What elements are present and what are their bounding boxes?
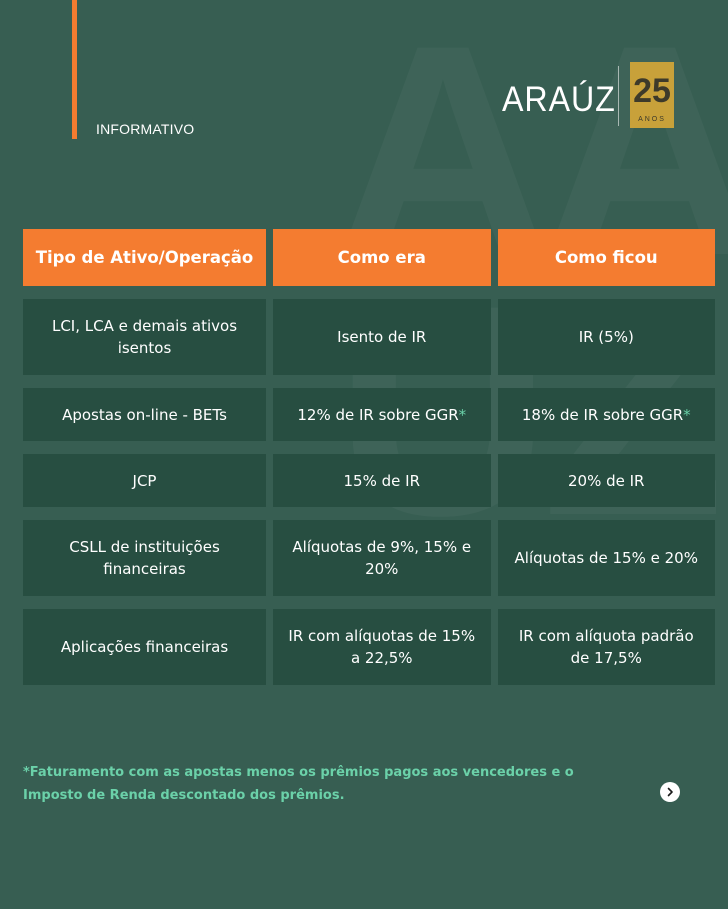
- footnote-marker: *: [458, 405, 467, 424]
- table-header-row: [23, 229, 715, 286]
- cell-ficou-text: Alíquotas de 15% e 20%: [514, 549, 698, 567]
- next-slide-button[interactable]: [660, 782, 680, 802]
- cell-ficou-text: 20% de IR: [568, 471, 645, 490]
- logo-wordmark: ARAÚZ: [502, 80, 616, 119]
- cell-era: [273, 609, 490, 685]
- table-row: [23, 520, 715, 596]
- header-como-ficou: Como ficou: [498, 229, 716, 286]
- arauz-logo: [502, 62, 677, 130]
- cell-ficou-text: IR com alíquota padrão de 17,5%: [518, 627, 694, 667]
- cell-ficou-text: IR (5%): [578, 328, 634, 346]
- cell-era-text: Alíquotas de 9%, 15% e 20%: [292, 538, 472, 578]
- cell-ficou: [498, 388, 716, 441]
- cell-era: [273, 454, 490, 507]
- cell-ficou: [498, 454, 716, 507]
- 25-anos-badge: [630, 62, 674, 128]
- comparison-table: [16, 216, 722, 698]
- cell-tipo: JCP: [23, 454, 266, 507]
- cell-ficou: [498, 609, 716, 685]
- cell-era-text: IR com alíquotas de 15% a 22,5%: [288, 627, 476, 667]
- badge-number: 25: [633, 72, 671, 110]
- table-row: [23, 388, 715, 441]
- cell-era-text: Isento de IR: [337, 328, 427, 346]
- cell-era-text: 15% de IR: [343, 471, 420, 490]
- cell-tipo: Apostas on-line - BETs: [23, 388, 266, 441]
- cell-ficou-text: 18% de IR sobre GGR: [521, 405, 684, 424]
- section-label: INFORMATIVO: [96, 121, 195, 137]
- logo-divider: [618, 66, 619, 126]
- cell-era-text: 12% de IR sobre GGR: [297, 405, 459, 424]
- cell-era: [273, 520, 490, 596]
- cell-tipo: Aplicações financeiras: [23, 609, 266, 685]
- cell-era: [273, 388, 490, 441]
- chevron-right-icon: [665, 787, 675, 797]
- header-tipo: Tipo de Ativo/Operação: [23, 229, 266, 286]
- cell-tipo: CSLL de instituições financeiras: [23, 520, 266, 596]
- cell-ficou: [498, 520, 716, 596]
- cell-tipo: LCI, LCA e demais ativos isentos: [23, 299, 266, 375]
- header-como-era: Como era: [273, 229, 490, 286]
- footnote: *Faturamento com as apostas menos os prêmios pagos aos vencedores e o Imposto de Renda descontado dos prêmios.: [23, 765, 574, 803]
- table-row: [23, 454, 715, 507]
- accent-bar: [72, 0, 77, 139]
- cell-ficou: [498, 299, 716, 375]
- table-row: [23, 299, 715, 375]
- cell-era: [273, 299, 490, 375]
- badge-caption: ANOS: [638, 116, 666, 123]
- table-row: [23, 609, 715, 685]
- footnote-marker: *: [683, 405, 691, 424]
